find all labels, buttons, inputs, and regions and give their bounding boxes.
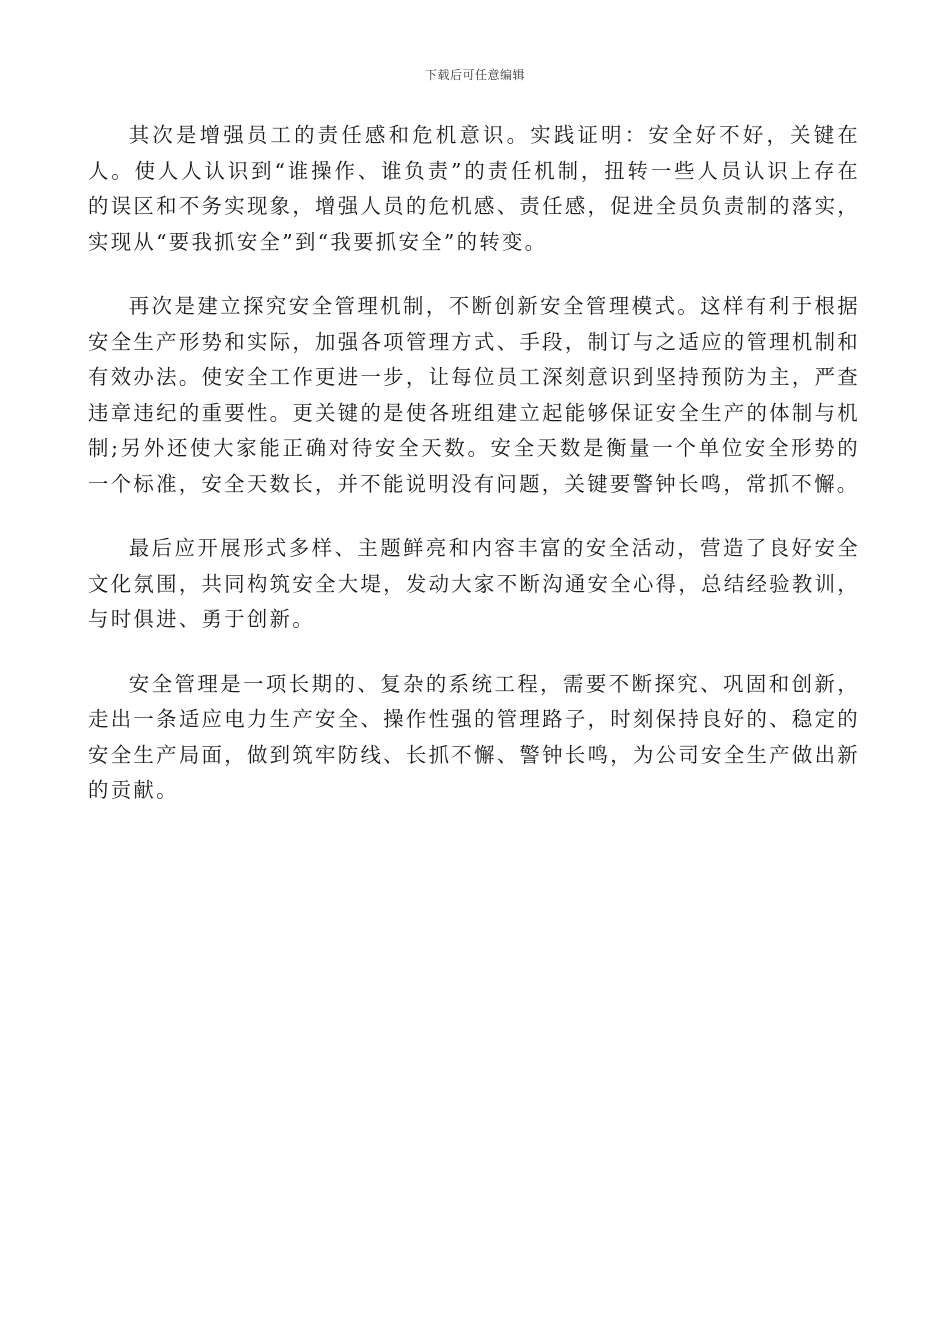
paragraph-activities: 最后应开展形式多样、主题鲜亮和内容丰富的安全活动，营造了良好安全文化氛围，共同构筑安全大堤，发动大家不断沟通安全心得，总结经验教训，与时俱进、勇于创新。	[88, 536, 860, 631]
document-body	[88, 118, 860, 838]
paragraph-mechanism: 再次是建立探究安全管理机制，不断创新安全管理模式。这样有利于根据安全生产形势和实际，加强各项管理方式、手段，制订与之适应的管理机制和有效办法。使安全工作更进一步，让每位员工深刻意识到坚持预防为主，严查违章违纪的重要性。更关键的是使各班组建立起能够保证安全生产的体制与机制;另外还使大家能正确对待安全天数。安全天数是衡量一个单位安全形势的一个标准，安全天数长，并不能说明没有问题，关键要警钟长鸣，常抓不懈。	[88, 294, 860, 496]
page-header: 下载后可任意编辑	[424, 68, 525, 82]
paragraph-responsibility: 其次是增强员工的责任感和危机意识。实践证明：安全好不好，关键在人。使人人认识到“谁操作、谁负责”的责任机制，扭转一些人员认识上存在的误区和不务实现象，增强人员的危机感、责任感，促进全员负责制的落实，实现从“要我抓安全”到“我要抓安全”的转变。	[88, 123, 860, 254]
paragraph-conclusion: 安全管理是一项长期的、复杂的系统工程，需要不断探究、巩固和创新，走出一条适应电力生产安全、操作性强的管理路子，时刻保持良好的、稳定的安全生产局面，做到筑牢防线、长抓不懈、警钟长鸣，为公司安全生产做出新的贡献。	[88, 671, 860, 802]
